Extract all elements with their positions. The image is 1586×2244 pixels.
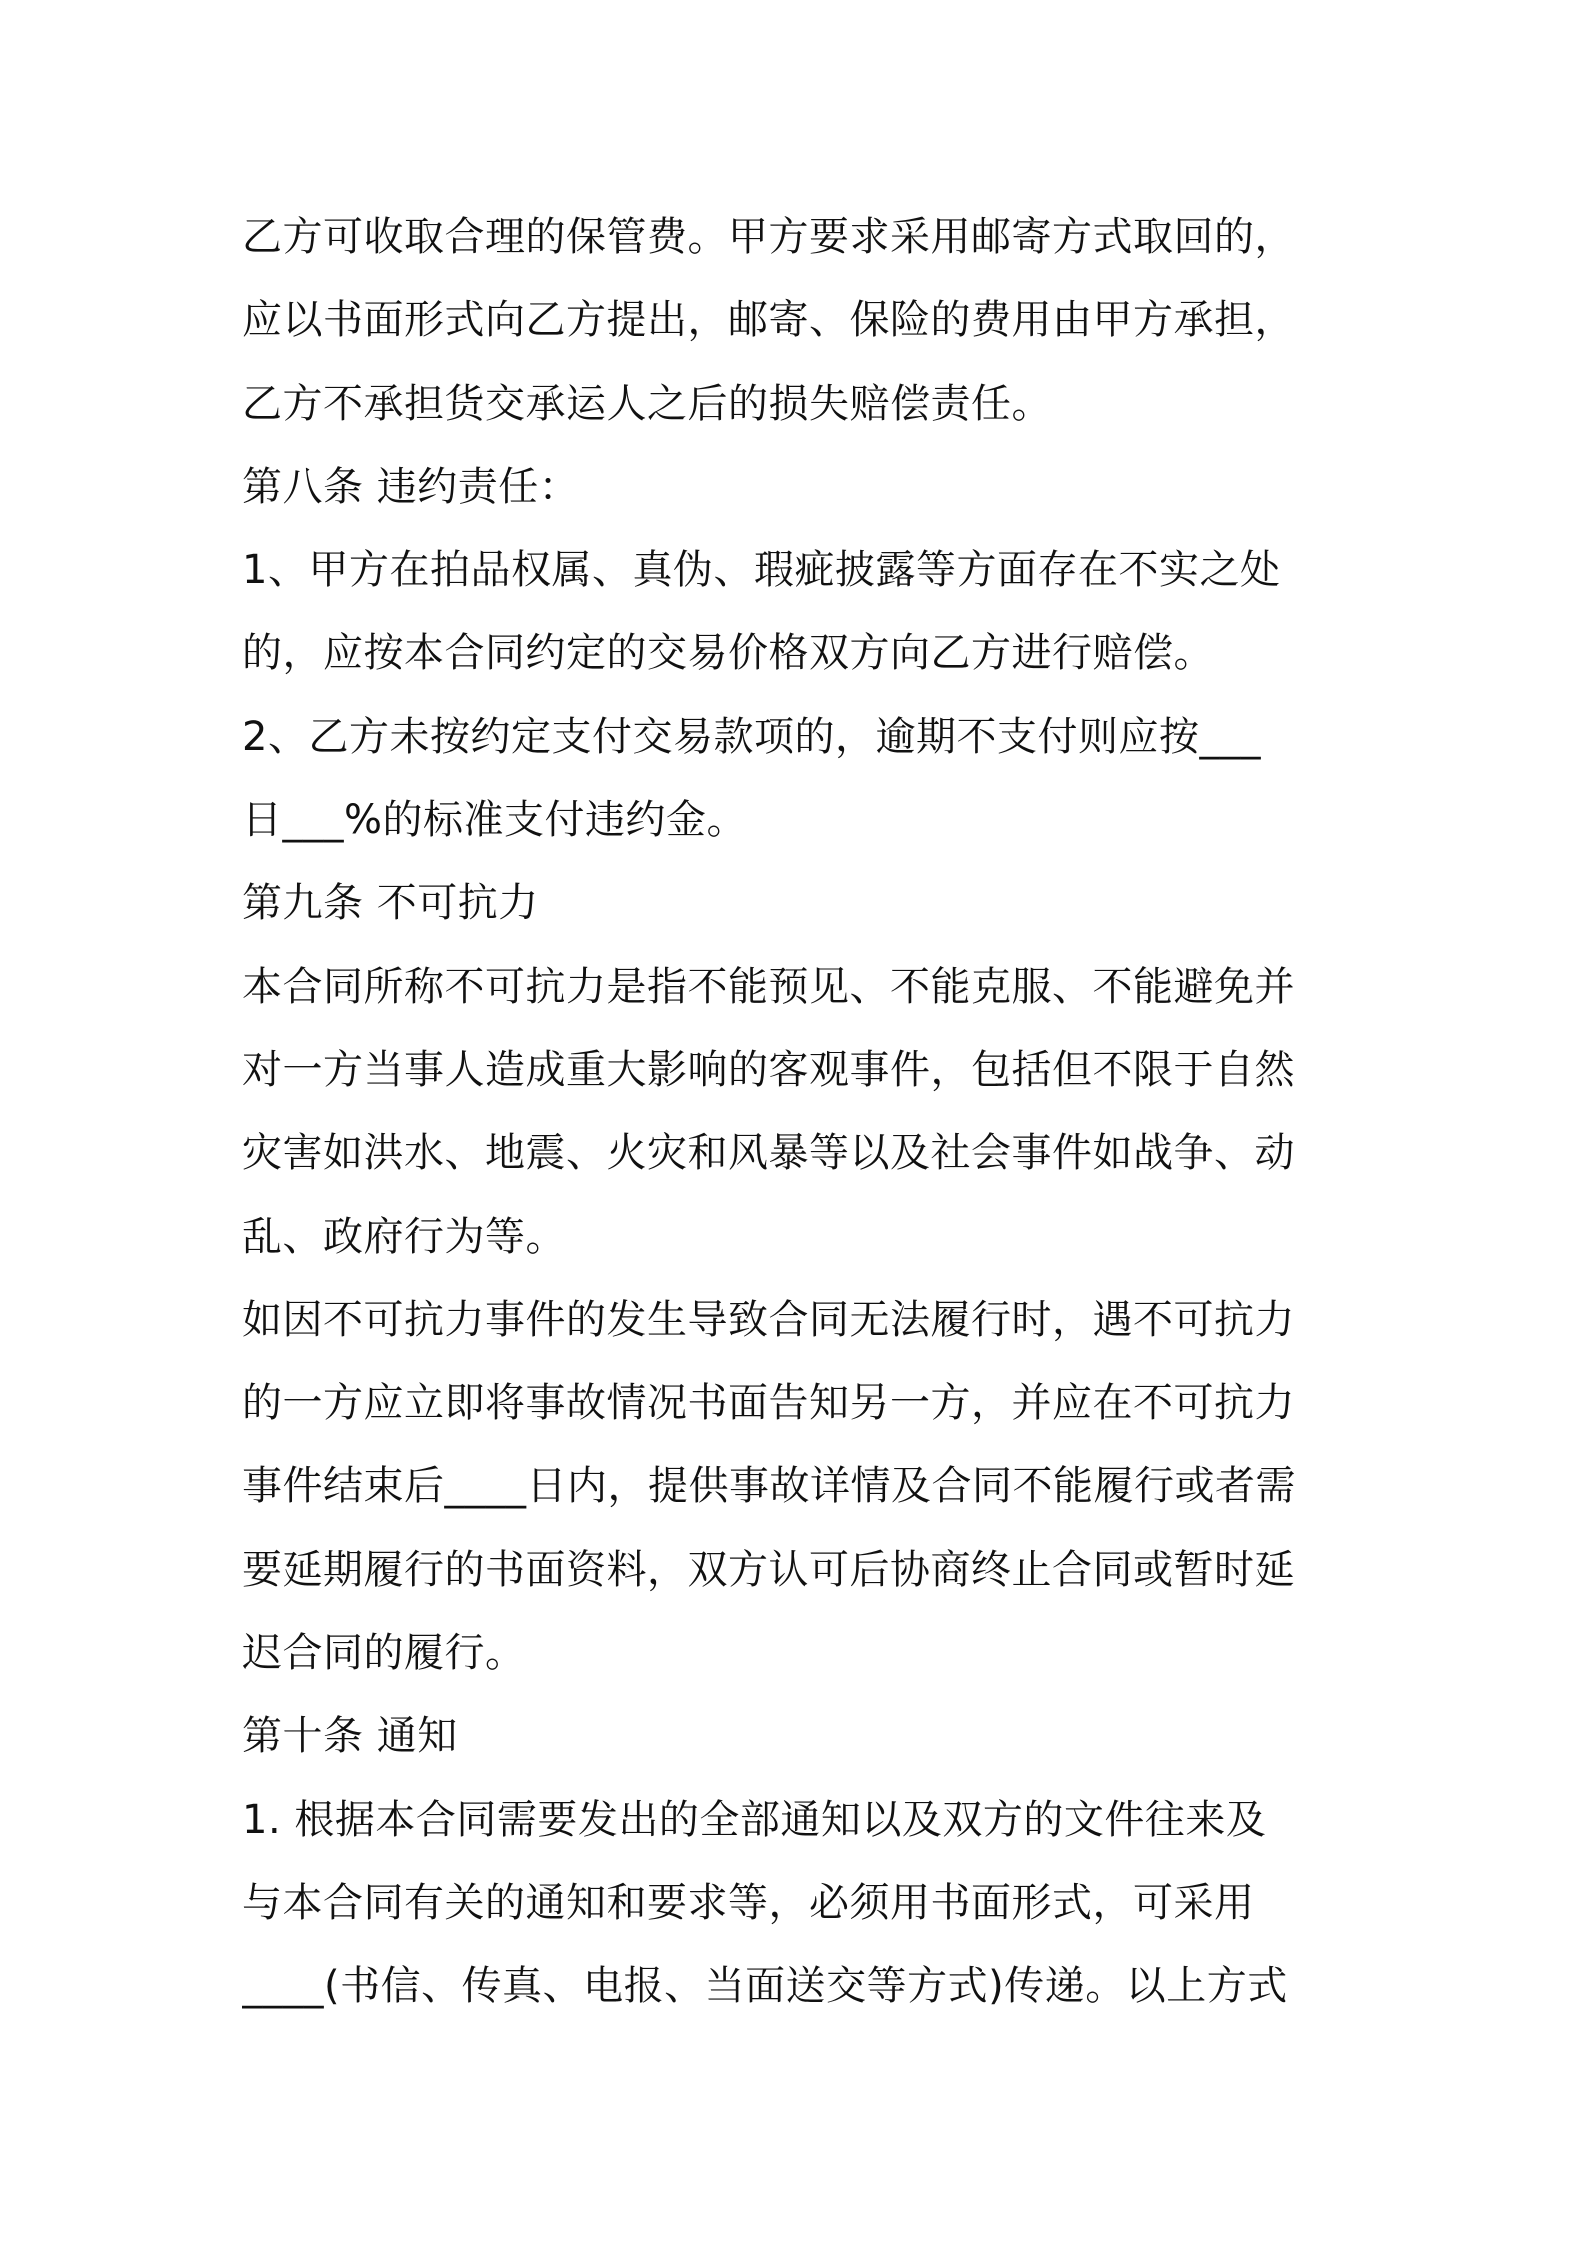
text-line: 与本合同有关的通知和要求等，必须用书面形式，可采用 [242, 1879, 1255, 1926]
text-line: 1. 根据本合同需要发出的全部通知以及双方的文件往来及 [242, 1796, 1267, 1843]
text-line: 对一方当事人造成重大影响的客观事件，包括但不限于自然 [242, 1046, 1295, 1093]
text-line: 2、乙方未按约定支付交易款项的，逾期不支付则应按___ [242, 713, 1261, 760]
text-line: 如因不可抗力事件的发生导致合同无法履行时，遇不可抗力 [242, 1296, 1295, 1343]
text-line: 的一方应立即将事故情况书面告知另一方，并应在不可抗力 [242, 1380, 1295, 1427]
text-line: 要延期履行的书面资料，双方认可后协商终止合同或暂时延 [242, 1546, 1295, 1593]
text-line: 乱、政府行为等。 [242, 1213, 566, 1260]
text-line: 1、甲方在拍品权属、真伪、瑕疵披露等方面存在不实之处 [242, 547, 1281, 594]
text-line: 事件结束后____日内，提供事故详情及合同不能履行或者需 [242, 1463, 1296, 1510]
text-line: 乙方可收取合理的保管费。甲方要求采用邮寄方式取回的， [242, 214, 1295, 260]
text-line: ____(书信、传真、电报、当面送交等方式)传递。以上方式 [242, 1963, 1288, 2010]
text-line: 迟合同的履行。 [242, 1630, 526, 1677]
text-line: 灾害如洪水、地震、火灾和风暴等以及社会事件如战争、动 [242, 1130, 1295, 1177]
text-line: 本合同所称不可抗力是指不能预见、不能克服、不能避免并 [242, 963, 1295, 1010]
section-heading-article-10: 第十条 通知 [242, 1713, 458, 1760]
text-line: 应以书面形式向乙方提出，邮寄、保险的费用由甲方承担， [242, 297, 1295, 344]
text-line: 日___%的标准支付违约金。 [242, 797, 748, 844]
document-body [242, 196, 1362, 2029]
text-line: 的，应按本合同约定的交易价格双方向乙方进行赔偿。 [242, 630, 1214, 677]
text-line: 乙方不承担货交承运人之后的损失赔偿责任。 [242, 380, 1052, 427]
section-heading-article-9: 第九条 不可抗力 [242, 880, 539, 927]
section-heading-article-8: 第八条 违约责任： [242, 463, 580, 510]
